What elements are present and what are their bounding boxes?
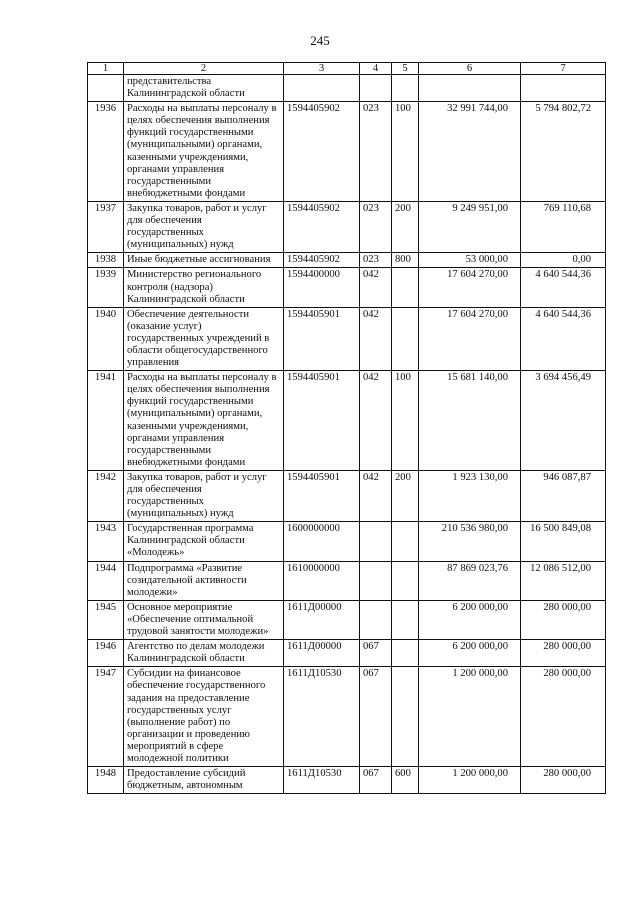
executed-amount: 16 500 849,08 bbox=[521, 522, 606, 561]
planned-amount: 1 200 000,00 bbox=[419, 767, 521, 794]
expense-name: Министерство регионального контроля (надзора) Калининградской области bbox=[124, 268, 284, 307]
executed-amount: 769 110,68 bbox=[521, 201, 606, 252]
expense-name: Государственная программа Калининградской области «Молодежь» bbox=[124, 522, 284, 561]
target-article-code: 1594405902 bbox=[284, 102, 360, 202]
page-number: 245 bbox=[310, 33, 330, 48]
row-number: 1944 bbox=[88, 561, 124, 600]
planned-amount: 1 200 000,00 bbox=[419, 667, 521, 767]
column-header: 1 bbox=[88, 63, 124, 75]
executed-amount: 3 694 456,49 bbox=[521, 371, 606, 471]
expense-type-code: 200 bbox=[392, 470, 419, 521]
target-article-code: 1594405901 bbox=[284, 371, 360, 471]
target-article-code: 1594405901 bbox=[284, 307, 360, 370]
administrator-code: 042 bbox=[360, 268, 392, 307]
planned-amount: 53 000,00 bbox=[419, 253, 521, 268]
column-header: 5 bbox=[392, 63, 419, 75]
target-article-code: 1610000000 bbox=[284, 561, 360, 600]
expense-name: Расходы на выплаты персоналу в целях обеспечения выполнения функций государственными (муниципальными) органами, казенными учреждениями, органами управления государственными внебюджетными фондами bbox=[124, 371, 284, 471]
expense-name: Закупка товаров, работ и услуг для обеспечения государственных (муниципальных) нужд bbox=[124, 470, 284, 521]
table-row bbox=[88, 102, 606, 202]
expense-type-code bbox=[392, 561, 419, 600]
row-number: 1938 bbox=[88, 253, 124, 268]
expense-type-code bbox=[392, 522, 419, 561]
planned-amount: 17 604 270,00 bbox=[419, 268, 521, 307]
administrator-code: 023 bbox=[360, 201, 392, 252]
expense-type-code bbox=[392, 667, 419, 767]
administrator-code: 023 bbox=[360, 102, 392, 202]
target-article-code: 1611Д00000 bbox=[284, 640, 360, 667]
planned-amount: 17 604 270,00 bbox=[419, 307, 521, 370]
executed-amount: 280 000,00 bbox=[521, 600, 606, 639]
table-row bbox=[88, 201, 606, 252]
table-row bbox=[88, 75, 606, 102]
target-article-code: 1594400000 bbox=[284, 268, 360, 307]
table-row bbox=[88, 253, 606, 268]
budget-table bbox=[87, 62, 606, 794]
row-number: 1942 bbox=[88, 470, 124, 521]
table-row bbox=[88, 561, 606, 600]
expense-name: Субсидии на финансовое обеспечение государственного задания на предоставление государственных услуг (выполнение работ) по организации и проведению мероприятий в сфере молодежной политики bbox=[124, 667, 284, 767]
target-article-code bbox=[284, 75, 360, 102]
expense-type-code bbox=[392, 75, 419, 102]
table-row bbox=[88, 268, 606, 307]
target-article-code: 1600000000 bbox=[284, 522, 360, 561]
row-number: 1937 bbox=[88, 201, 124, 252]
expense-type-code bbox=[392, 640, 419, 667]
expense-name: Основное мероприятие «Обеспечение оптимальной трудовой занятости молодежи» bbox=[124, 600, 284, 639]
column-header: 7 bbox=[521, 63, 606, 75]
administrator-code: 023 bbox=[360, 253, 392, 268]
administrator-code: 067 bbox=[360, 667, 392, 767]
expense-name: Предоставление субсидий бюджетным, автономным bbox=[124, 767, 284, 794]
executed-amount: 280 000,00 bbox=[521, 667, 606, 767]
planned-amount: 15 681 140,00 bbox=[419, 371, 521, 471]
row-number: 1945 bbox=[88, 600, 124, 639]
table-row bbox=[88, 522, 606, 561]
administrator-code: 067 bbox=[360, 640, 392, 667]
table-row bbox=[88, 600, 606, 639]
planned-amount: 9 249 951,00 bbox=[419, 201, 521, 252]
administrator-code bbox=[360, 75, 392, 102]
row-number: 1946 bbox=[88, 640, 124, 667]
table-row bbox=[88, 307, 606, 370]
executed-amount: 946 087,87 bbox=[521, 470, 606, 521]
expense-type-code: 100 bbox=[392, 102, 419, 202]
administrator-code: 042 bbox=[360, 307, 392, 370]
administrator-code bbox=[360, 561, 392, 600]
expense-name: Иные бюджетные ассигнования bbox=[124, 253, 284, 268]
target-article-code: 1611Д10530 bbox=[284, 767, 360, 794]
planned-amount bbox=[419, 75, 521, 102]
expense-type-code bbox=[392, 268, 419, 307]
column-header: 3 bbox=[284, 63, 360, 75]
executed-amount bbox=[521, 75, 606, 102]
planned-amount: 6 200 000,00 bbox=[419, 640, 521, 667]
row-number: 1939 bbox=[88, 268, 124, 307]
expense-name: Закупка товаров, работ и услуг для обеспечения государственных (муниципальных) нужд bbox=[124, 201, 284, 252]
row-number: 1936 bbox=[88, 102, 124, 202]
planned-amount: 6 200 000,00 bbox=[419, 600, 521, 639]
administrator-code bbox=[360, 600, 392, 639]
expense-name: Агентство по делам молодежи Калининградской области bbox=[124, 640, 284, 667]
table-row bbox=[88, 640, 606, 667]
expense-name: Расходы на выплаты персоналу в целях обеспечения выполнения функций государственными (муниципальными) органами, казенными учреждениями, органами управления государственными внебюджетными фондами bbox=[124, 102, 284, 202]
executed-amount: 4 640 544,36 bbox=[521, 268, 606, 307]
column-header: 6 bbox=[419, 63, 521, 75]
executed-amount: 5 794 802,72 bbox=[521, 102, 606, 202]
administrator-code: 067 bbox=[360, 767, 392, 794]
executed-amount: 0,00 bbox=[521, 253, 606, 268]
table-row bbox=[88, 371, 606, 471]
row-number: 1943 bbox=[88, 522, 124, 561]
executed-amount: 280 000,00 bbox=[521, 640, 606, 667]
target-article-code: 1594405902 bbox=[284, 201, 360, 252]
expense-type-code bbox=[392, 600, 419, 639]
administrator-code: 042 bbox=[360, 371, 392, 471]
expense-name: представительства Калининградской области bbox=[124, 75, 284, 102]
row-number: 1947 bbox=[88, 667, 124, 767]
executed-amount: 280 000,00 bbox=[521, 767, 606, 794]
row-number bbox=[88, 75, 124, 102]
target-article-code: 1611Д10530 bbox=[284, 667, 360, 767]
executed-amount: 4 640 544,36 bbox=[521, 307, 606, 370]
row-number: 1948 bbox=[88, 767, 124, 794]
table-row bbox=[88, 470, 606, 521]
planned-amount: 1 923 130,00 bbox=[419, 470, 521, 521]
expense-type-code: 800 bbox=[392, 253, 419, 268]
column-number-row bbox=[88, 63, 606, 75]
target-article-code: 1594405902 bbox=[284, 253, 360, 268]
target-article-code: 1594405901 bbox=[284, 470, 360, 521]
expense-type-code: 600 bbox=[392, 767, 419, 794]
table-row bbox=[88, 767, 606, 794]
expense-type-code bbox=[392, 307, 419, 370]
executed-amount: 12 086 512,00 bbox=[521, 561, 606, 600]
planned-amount: 32 991 744,00 bbox=[419, 102, 521, 202]
planned-amount: 87 869 023,76 bbox=[419, 561, 521, 600]
administrator-code bbox=[360, 522, 392, 561]
target-article-code: 1611Д00000 bbox=[284, 600, 360, 639]
table-row bbox=[88, 667, 606, 767]
column-header: 2 bbox=[124, 63, 284, 75]
row-number: 1941 bbox=[88, 371, 124, 471]
expense-type-code: 200 bbox=[392, 201, 419, 252]
expense-type-code: 100 bbox=[392, 371, 419, 471]
expense-name: Подпрограмма «Развитие созидательной активности молодежи» bbox=[124, 561, 284, 600]
administrator-code: 042 bbox=[360, 470, 392, 521]
column-header: 4 bbox=[360, 63, 392, 75]
expense-name: Обеспечение деятельности (оказание услуг) государственных учреждений в области общегосударственного управления bbox=[124, 307, 284, 370]
row-number: 1940 bbox=[88, 307, 124, 370]
planned-amount: 210 536 980,00 bbox=[419, 522, 521, 561]
